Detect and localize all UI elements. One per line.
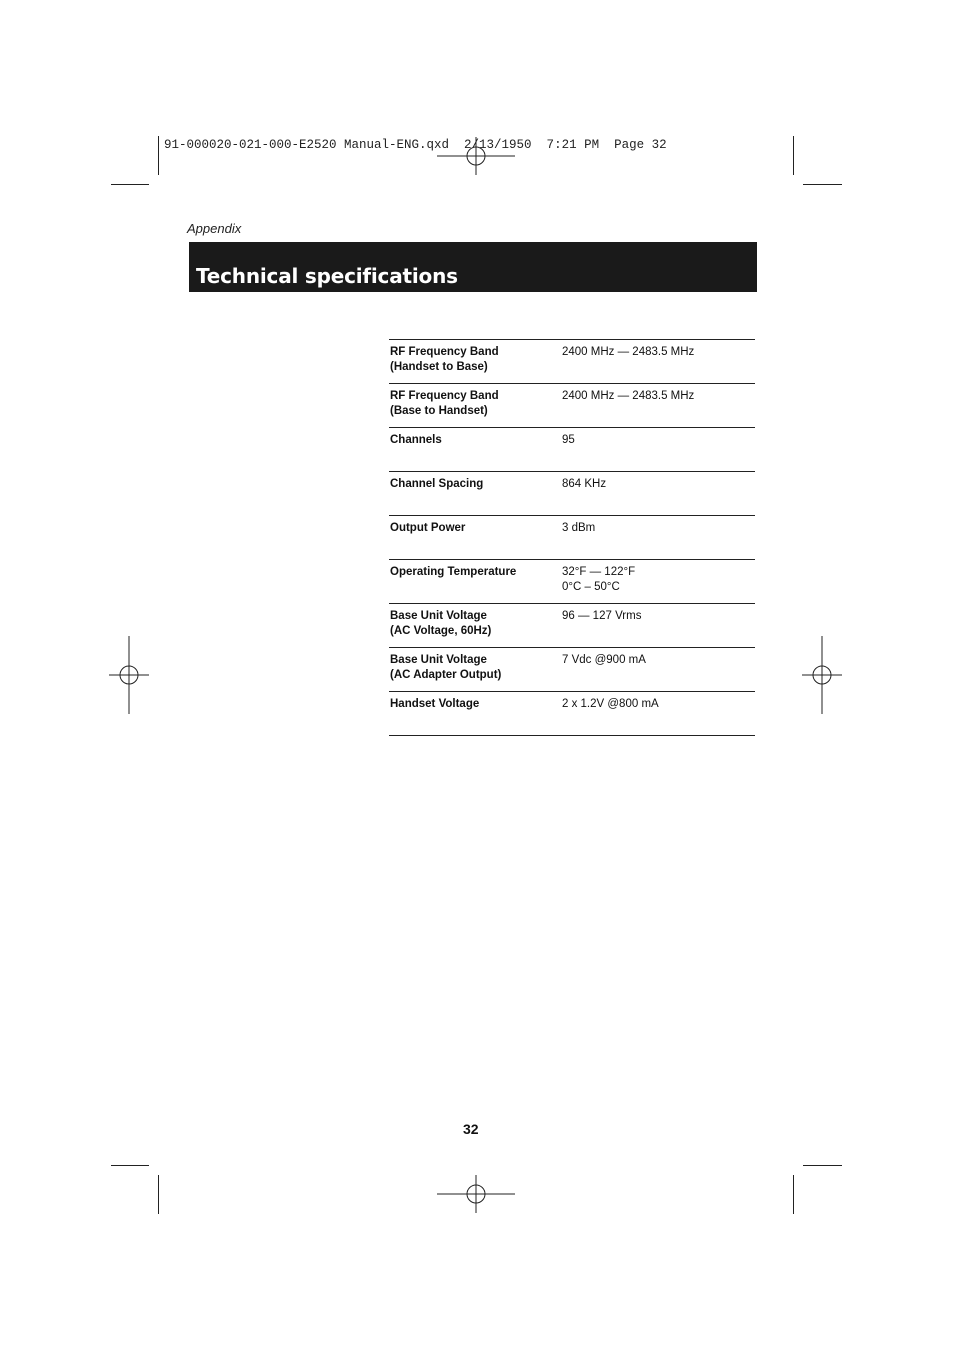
spec-label: [390, 653, 555, 682]
spec-label: [390, 609, 555, 638]
spec-value-line: 2400 MHz — 2483.5 MHz: [562, 346, 695, 358]
spec-value-line: 864 KHz: [562, 478, 607, 490]
spec-label-line: Base Unit Voltage: [390, 610, 487, 622]
spec-label: [390, 389, 555, 418]
crop-mark-bottom-right-horizontal: [803, 1165, 842, 1166]
page-title: Technical specifications: [196, 264, 458, 288]
crop-mark-bottom-left-vertical: [158, 1175, 159, 1214]
spec-label-line: Channel Spacing: [390, 478, 484, 490]
spec-value-line: 32°F — 122°F: [562, 566, 636, 578]
spec-value-line: 3 dBm: [562, 522, 596, 534]
spec-label: [390, 477, 555, 492]
spec-label-line: (Base to Handset): [390, 404, 488, 417]
spec-value: [562, 565, 752, 594]
spec-row: [389, 560, 755, 604]
page-number: 32: [463, 1121, 479, 1137]
spec-value: [562, 609, 752, 624]
print-slug: 91-000020-021-000-E2520 Manual-ENG.qxd 2/13/1950 7:21 PM Page 32: [164, 138, 667, 152]
spec-row: [389, 692, 755, 736]
spec-row: [389, 428, 755, 472]
spec-value: [562, 521, 752, 536]
crop-mark-top-left-vertical: [158, 136, 159, 175]
crop-mark-bottom-right-vertical: [793, 1175, 794, 1214]
spec-row: [389, 340, 755, 384]
spec-value: [562, 433, 752, 448]
spec-label: [390, 433, 555, 448]
section-label: Appendix: [187, 221, 242, 236]
spec-value: [562, 697, 752, 712]
spec-row: [389, 604, 755, 648]
spec-label-line: (Handset to Base): [390, 360, 488, 373]
spec-label-line: Operating Temperature: [390, 566, 517, 578]
spec-label-line: RF Frequency Band: [390, 390, 499, 402]
spec-label: [390, 521, 555, 536]
spec-label-line: (AC Voltage, 60Hz): [390, 624, 492, 637]
spec-label-line: Handset Voltage: [390, 698, 480, 710]
spec-label-line: RF Frequency Band: [390, 346, 499, 358]
registration-mark-right-icon: [802, 636, 842, 714]
spec-value-line: 7 Vdc @900 mA: [562, 654, 646, 666]
registration-mark-left-icon: [109, 636, 149, 714]
spec-value: [562, 653, 752, 668]
title-bar: [189, 242, 757, 292]
spec-row: [389, 384, 755, 428]
spec-value-line: 96 — 127 Vrms: [562, 610, 642, 622]
spec-label-line: Base Unit Voltage: [390, 654, 487, 666]
spec-label-line: Channels: [390, 434, 442, 446]
spec-value-line: 2 x 1.2V @800 mA: [562, 698, 659, 710]
crop-mark-top-right-horizontal: [803, 184, 842, 185]
spec-label: [390, 697, 555, 712]
crop-mark-top-right-vertical: [793, 136, 794, 175]
spec-table: [389, 339, 755, 736]
spec-value-line: 95: [562, 434, 575, 446]
spec-value: [562, 477, 752, 492]
spec-value-line: 0°C – 50°C: [562, 580, 620, 593]
spec-label-line: (AC Adapter Output): [390, 668, 502, 681]
spec-label-line: Output Power: [390, 522, 466, 534]
registration-mark-bottom-icon: [437, 1175, 515, 1213]
registration-mark-top-icon: [437, 137, 515, 175]
spec-row: [389, 516, 755, 560]
spec-value-line: 2400 MHz — 2483.5 MHz: [562, 390, 695, 402]
spec-row: [389, 648, 755, 692]
spec-value: [562, 389, 752, 404]
spec-label: [390, 565, 555, 580]
crop-mark-bottom-left-horizontal: [111, 1165, 149, 1166]
crop-mark-top-left-horizontal: [111, 184, 149, 185]
spec-label: [390, 345, 555, 374]
spec-value: [562, 345, 752, 360]
spec-row: [389, 472, 755, 516]
